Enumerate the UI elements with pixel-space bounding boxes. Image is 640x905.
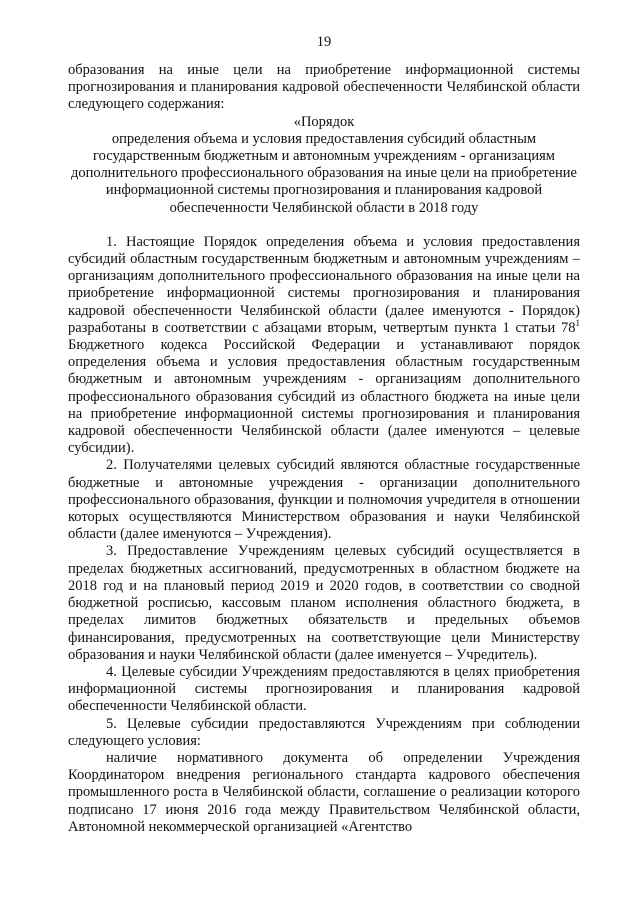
document-body [68,62,580,836]
paragraph-5: 5. Целевые субсидии предоставляются Учреждениям при соблюдении следующего условия: [68,715,580,749]
paragraph-4: 4. Целевые субсидии Учреждениям предоставляются в целях приобретения информационной системы прогнозирования и планирования кадровой обеспеченности Челябинской области. [68,663,580,715]
paragraph-2: 2. Получателями целевых субсидий являются областные государственные бюджетные и автономные учреждения - организации дополнительного профессионального образования, функции и полномочия учредителя в отношении которых осуществляются Министерством образования и науки Челябинской области (далее именуются – Учреждения). [68,457,580,543]
paragraph-1-text: 1. Настоящие Порядок определения объема и условия предоставления субсидий областным государственным бюджетным и автономным учреждениям – организациям дополнительного профессионального образования на иные цели на приобретение информационной системы прогнозирования и планирования кадровой обеспеченности Челябинской области (далее именуются - Порядок) разработаны в соответствии с абзацами вторым, четвертым пункта 1 статьи 78 [68,233,580,336]
paragraph-3: 3. Предоставление Учреждениям целевых субсидий осуществляется в пределах бюджетных ассигнований, предусмотренных в областном бюджете на 2018 год и на плановый период 2019 и 2020 годов, в соответствии со сводной бюджетной росписью, кассовым планом исполнения областного бюджета, в пределах лимитов бюджетных обязательств и предельных объемов финансирования, предусмотренных на соответствующие цели Министерству образования и науки Челябинской области (далее именуется – Учредитель). [68,543,580,663]
superscript: 1 [575,318,580,329]
paragraph-6: наличие нормативного документа об определении Учреждения Координатором внедрения регионального стандарта кадрового обеспечения промышленного роста в Челябинской области, соглашение о реализации которого подписано 17 июня 2016 года между Правительством Челябинской области, Автономной некоммерческой организацией «Агентство [68,749,580,835]
page-number: 19 [316,34,332,50]
paragraph-1 [68,234,580,458]
order-heading: «Порядок [293,113,355,130]
order-title: определения объема и условия предоставления субсидий областным государственным бюджетным и автономным учреждениям - организациям дополнительного профессионального образования на иные цели на приобретение информационной системы прогнозирования и планирования кадровой обеспеченности Челябинской области в 2018 году [71,130,577,216]
intro-paragraph: образования на иные цели на приобретение информационной системы прогнозирования и планирования кадровой обеспеченности Челябинской области следующего содержания: [68,62,580,113]
spacer [68,217,580,234]
paragraph-1-text-cont: Бюджетного кодекса Российской Федерации и устанавливают порядок определения объема и условия предоставления областным государственным бюджетным и автономным учреждениям - организациям дополнительного профессионального образования субсидий из областного бюджета на иные цели на приобретение информационной системы прогнозирования и планирования кадровой обеспеченности Челябинской области (далее именуются – целевые субсидии). [68,337,580,457]
